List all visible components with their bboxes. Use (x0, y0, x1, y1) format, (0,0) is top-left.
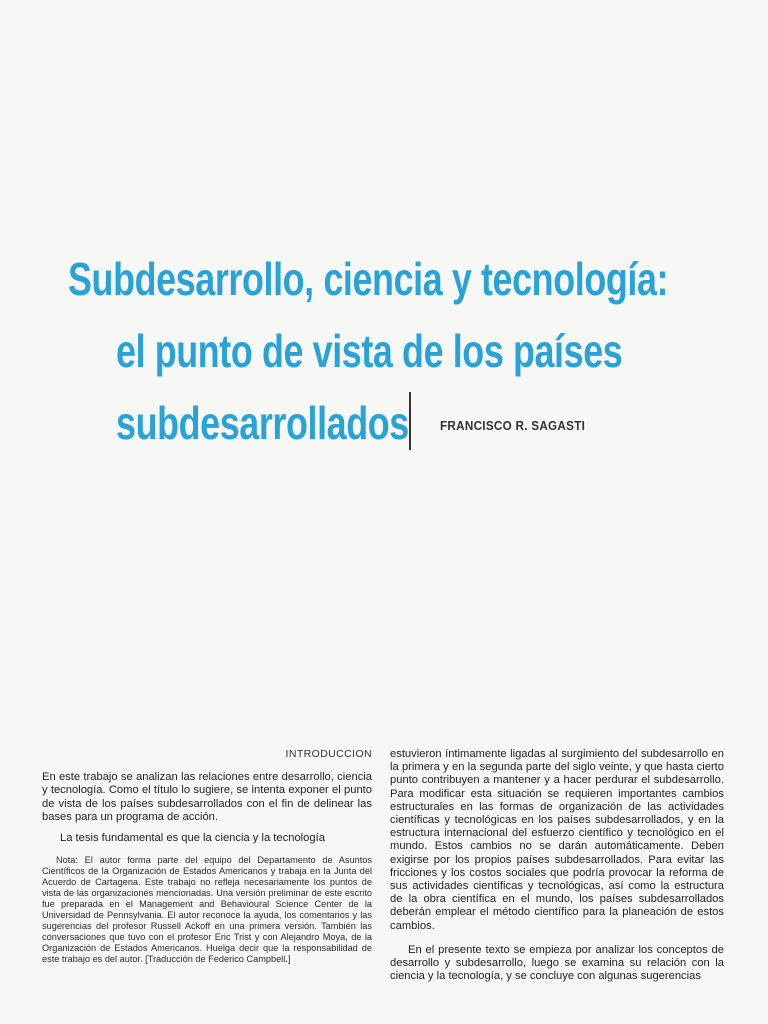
left-column (42, 748, 372, 974)
intro-paragraph-1: En este trabajo se analizan las relaciones entre desarrollo, ciencia y tecnología. Como el título lo sugiere, se intenta exponer el punto de vista de los países subdesarrollados con el fin de delinear las bases para un programa de acción. (42, 771, 372, 823)
intro-paragraph-2: La tesis fundamental es que la ciencia y la tecnología (60, 832, 325, 845)
article-title-line-1: Subdesarrollo, ciencia y tecnología: (68, 253, 669, 305)
title-author-divider (409, 392, 411, 450)
body-paragraph-1: estuvieron íntimamente ligadas al surgimiento del subdesarrollo en la primera y en la segunda parte del siglo veinte, y que hasta cierto punto contribuyen a mantener y a hacer perdurar el subdesarrollo. Para modificar esta situación se requieren importantes cambios estructurales en las formas de organización de las actividades científicas y tecnológicas en los países subdesarrollados, y en la estructura internacional del esfuerzo científico y tecnológico en el mundo. Estos cambios no se darán automáticamente. Deben exigirse por los propios países subdesarrollados. Para evitar las fricciones y los costos sociales que podría provocar la reforma de sus actividades científicas y tecnológicas, así como la estructura de la obra científica en el mundo, los países subdesarrollados deberán emplear el método científico para la planeación de estos cambios. (390, 748, 724, 932)
author-name: FRANCISCO R. SAGASTI (440, 418, 586, 433)
right-column (390, 748, 724, 991)
section-heading: INTRODUCCION (285, 748, 372, 760)
body-paragraph-2: En el presente texto se empieza por analizar los conceptos de desarrollo y subdesarrollo, luego se examina su relación con la ciencia y la tecnología, y se concluye con algunas sugerencias (390, 943, 724, 983)
author-footnote: Nota: El autor forma parte del equipo del Departamento de Asuntos Científicos de la Organización de Estados Americanos y trabaja en la Junta del Acuerdo de Cartagena. Este trabajo no refleja necesariamente los puntos de vista de las organizaciones mencionadas. Una versión preliminar de este escrito fue preparada en el Management and Behavioural Science Center de la Universidad de Pennsylvania. El autor reconoce la ayuda, los comentarios y las sugerencias del profesor Russell Ackoff en una primera versión. También las conversaciones que tuvo con el profesor Eric Trist y con Alejandro Moya, de la Organización de Estados Americanos. Huelga decir que la responsabilidad de este trabajo es del autor. [Traducción de Federico Campbell.] (42, 855, 372, 965)
article-title-line-2: el punto de vista de los países (116, 325, 623, 377)
article-title-line-3: subdesarrollados (116, 397, 409, 449)
